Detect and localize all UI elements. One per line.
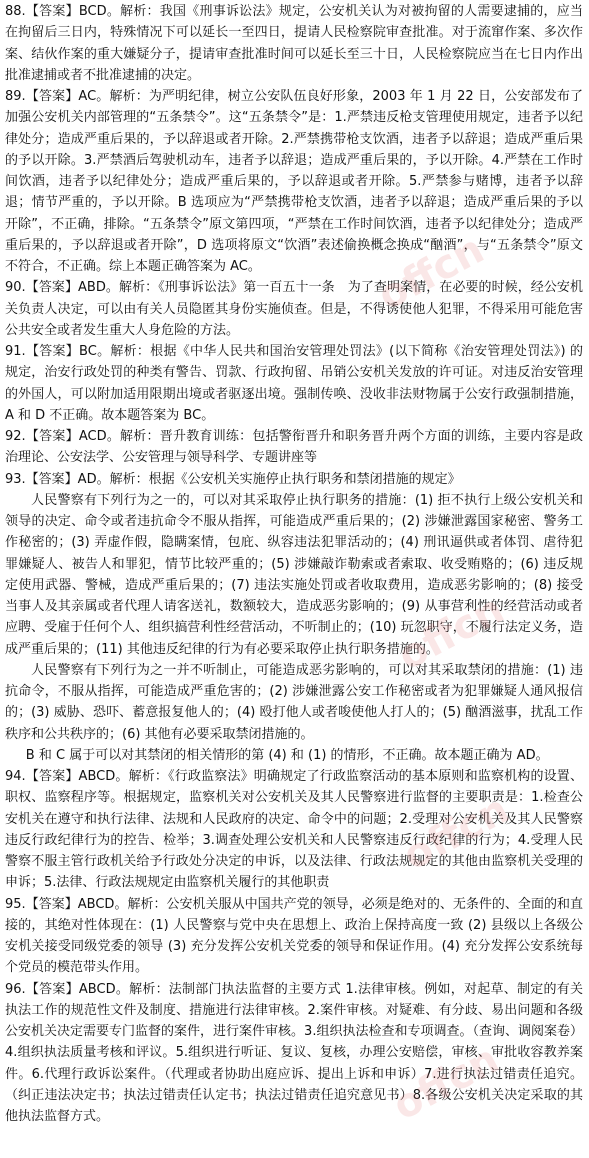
answer-95: 95.【答案】ABCD。解析：公安机关服从中国共产党的领导，必须是绝对的、无条件的、全面的和直接的，其绝对性体现在：(1) 人民警察与党中央在思想上、政治上保持高度一致 (2) 县级以上各级公安机关接受同级党委的领导 (3) 充分发挥公安机关党委的领导和保证作用。(4) 充分发挥公安系统每个党员的模范带头作用。: [5, 896, 583, 976]
answer-89: 89.【答案】AC。解析：为严明纪律，树立公安队伍良好形象，2003 年 1 月 22 日，公安部发布了加强公安机关内部管理的“五条禁令”。这“五条禁令”是：1.严禁违反枪支管理使用规定，违者予以纪律处分；造成严重后果的，予以辞退或者开除。2.严禁携带枪支饮酒，违者予以辞退；造成严重后果的予以开除。3.严禁酒后驾驶机动车，违者予以辞退；造成严重后果的，予以开除。4.严禁在工作时间饮酒，违者予以纪律处分；造成严重后果的，予以辞退或者开除。5.严禁参与赌博，违者予以辞退；情节严重的，予以开除。B 选项应为“严禁携带枪支饮酒，违者予以辞退；造成严重后果的予以开除”，不正确，排除。“五条禁令”原文第四项，“严禁在工作时间饮酒，违者予以纪律处分；造成严重后果的，予以辞退或者开除”，D 选项将原文“饮酒”表述偷换概念换成“酗酒”，与“五条禁令”原文不符合，不正确。综上本题正确答案为 AC。: [5, 89, 583, 274]
answer-92: 92.【答案】ACD。解析：晋升教育训练：包括警衔晋升和职务晋升两个方面的训练，主要内容是政治理论、公安法学、公安管理与领导科学、专题讲座等: [5, 429, 583, 466]
answer-90: 90.【答案】ABD。解析：《刑事诉讼法》第一百五十一条 为了查明案情，在必要的时候，经公安机关负责人决定，可以由有关人员隐匿其身份实施侦查。但是，不得诱使他人犯罪，不得采用可能危害公共安全或者发生重大人身危险的方法。: [5, 280, 583, 338]
answer-93-suspension-paragraph: 人民警察有下列行为之一的，可以对其采取停止执行职务的措施：(1) 拒不执行上级公安机关和领导的决定、命令或者违抗命令不服从指挥，可能造成严重后果的；(2) 涉嫌泄露国家秘密、警务工作秘密的；(3) 弄虚作假，隐瞒案情，包庇、纵容违法犯罪活动的；(4) 刑讯逼供或者体罚、虐待犯罪嫌疑人、被告人和罪犯，情节比较严重的；(5) 涉嫌敲诈勒索或者索取、收受贿赂的；(6) 违反规定使用武器、警械，造成严重后果的；(7) 违法实施处罚或者收取费用，造成恶劣影响的；(8) 接受当事人及其亲属或者代理人请客送礼，数额较大，造成恶劣影响的；(9) 从事营利性的经营活动或者应聘、受雇于任何个人、组织搞营利性经营活动，不听制止的；(10) 玩忽职守，不履行法定义务，造成严重后果的；(11) 其他违反纪律的行为有必要采取停止执行职务措施的。: [5, 492, 583, 657]
answer-93-conclusion: B 和 C 属于可以对其禁闭的相关情形的第 (4) 和 (1) 的情形，不正确。故本题正确为 AD。: [25, 747, 549, 763]
answer-93-heading: 93.【答案】AD。解析：根据《公安机关实施停止执行职务和禁闭措施的规定》: [5, 471, 461, 487]
watermark-logo: offcn: [395, 786, 517, 880]
answer-88: 88.【答案】BCD。解析：我国《刑事诉讼法》规定，公安机关认为对被拘留的人需要逮捕的，应当在拘留后三日内，特殊情况下可以延长一至四日，提请人民检察院审查批准。对于流窜作案、多次作案、结伙作案的重大嫌疑分子，提请审查批准时间可以延长至三十日，人民检察院应当在七日内作出批准逮捕或者不批准逮捕的决定。: [5, 4, 583, 83]
answer-94: 94.【答案】ABCD。解析：《行政监察法》明确规定了行政监察活动的基本原则和监察机构的设置、职权、监察程序等。根据规定，监察机关对公安机关及其人民警察进行监督的主要职责是：1.检查公安机关在遵守和执行法律、法规和人民政府的决定、命令中的问题；2.受理对公安机关及其人民警察违反行政纪律行为的控告、检举；3.调查处理公安机关和人民警察违反行政纪律的行为；4.受理人民警察不服主管行政机关给予行政处分决定的申诉，以及法律、行政法规规定的其他由监察机关受理的申诉；5.法律、行政法规规定由监察机关履行的其他职责: [5, 769, 583, 891]
watermark-logo: offcn: [390, 586, 512, 680]
answer-91: 91.【答案】BC。解析：根据《中华人民共和国治安管理处罚法》(以下简称《治安管理处罚法》) 的规定，治安行政处罚的种类有警告、罚款、行政拘留、吊销公安机关发放的许可证。对违反治安管理的外国人，可以附加适用限期出境或者驱逐出境。强制传唤、没收非法财物属于公安行政强制措施，A 和 D 不正确。故本题答案为 BC。: [5, 344, 583, 423]
answer-93-confinement-paragraph: 人民警察有下列行为之一并不听制止，可能造成恶劣影响的，可以对其采取禁闭的措施：(1) 违抗命令，不服从指挥，可能造成严重危害的；(2) 涉嫌泄露公安工作秘密或者为犯罪嫌疑人通风报信的；(3) 威胁、恐吓、蓄意报复他人的；(4) 殴打他人或者唆使他人打人的；(5) 酗酒滋事，扰乱工作秩序和公共秩序的；(6) 其他有必要采取禁闭措施的。: [5, 662, 583, 742]
answer-96: 96.【答案】ABCD。解析：法制部门执法监督的主要方式 1.法律审核。例如，对起草、制定的有关执法工作的规范性文件及制度、措施进行法律审核。2.案件审核。对疑难、有分歧、易出问题和各级公安机关决定需要专门监督的案件，进行案件审核。3.组织执法检查和专项调查。（查询、调阅案卷）4.组织执法质量考核和评议。5.组织进行听证、复议、复核，办理公安赔偿，审核、审批收容教养案件。6.代理行政诉讼案件。（代理或者协助出庭应诉、提出上诉和申诉）7.进行执法过错责任追究。（纠正违法决定书；执法过错责任认定书；执法过错责任追究意见书）8.各级公安机关决定采取的其他执法监督方式。: [5, 981, 583, 1124]
watermark-logo: offcn: [385, 1036, 507, 1130]
watermark-logo: offcn: [370, 226, 492, 320]
